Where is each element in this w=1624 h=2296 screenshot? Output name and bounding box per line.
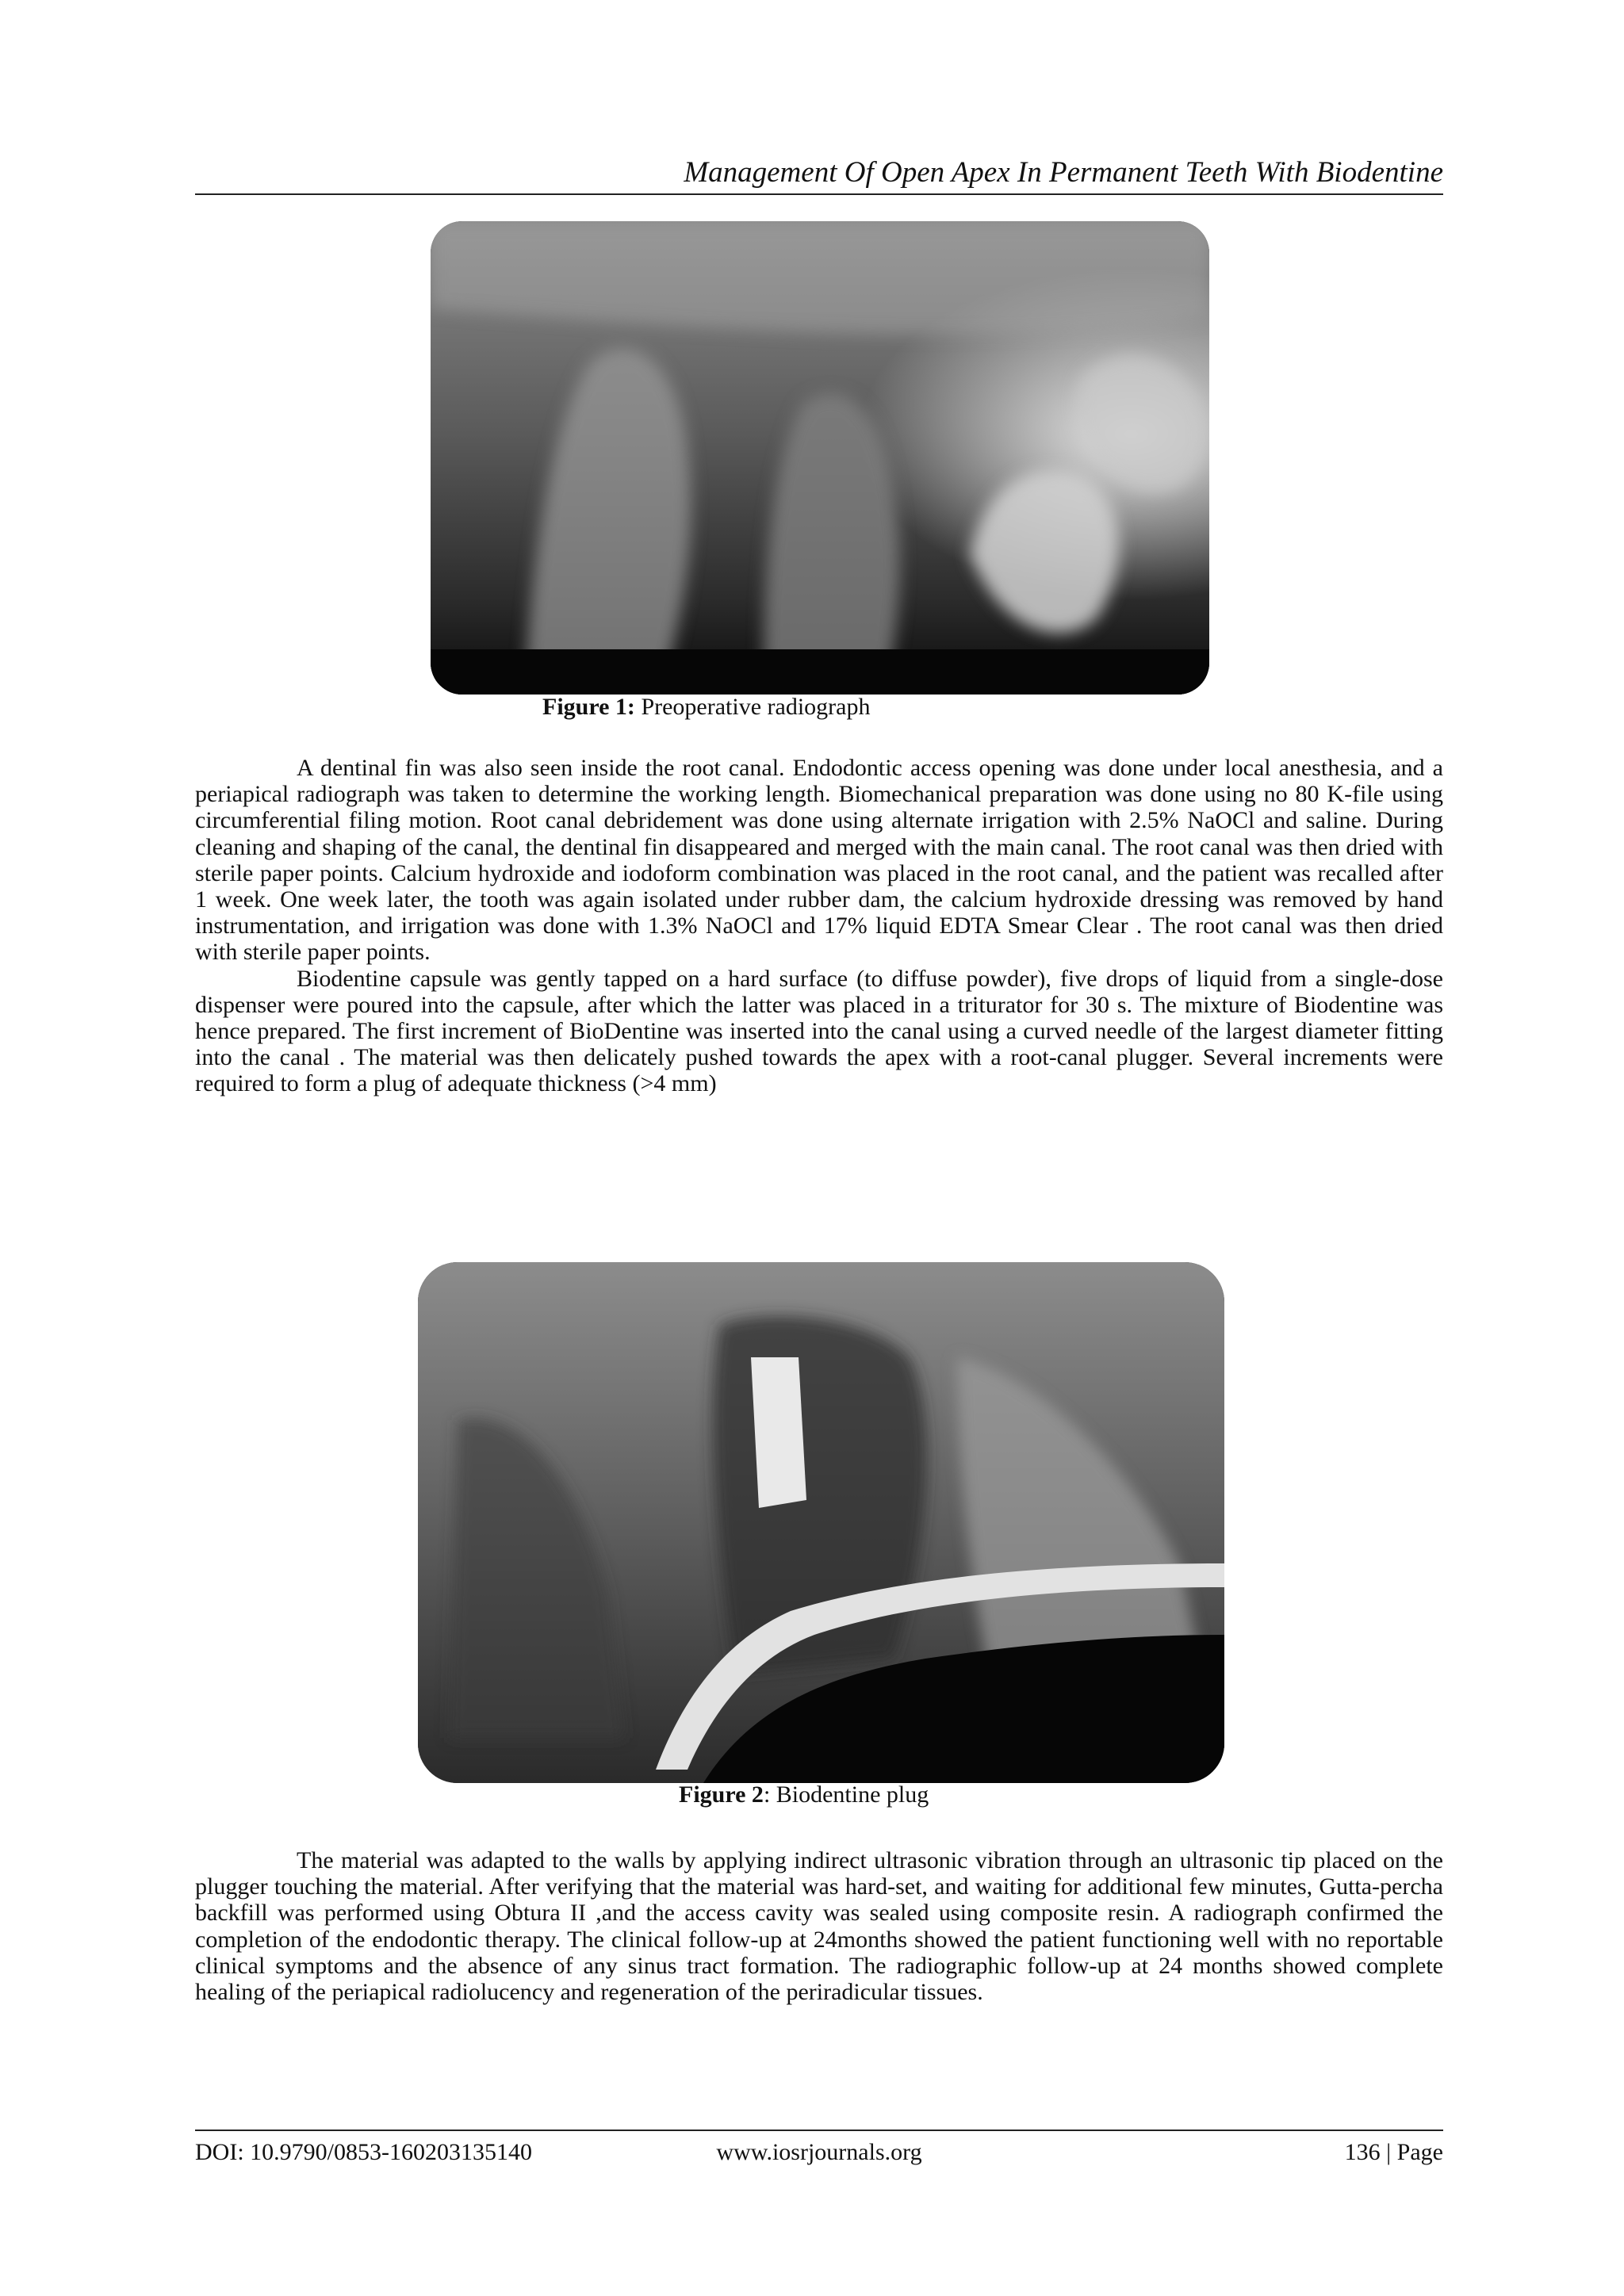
- figure-2-caption-text: : Biodentine plug: [763, 1781, 929, 1808]
- figure-1-caption-text: Preoperative radiograph: [641, 694, 871, 720]
- biodentine-plug-radiograph-image: [418, 1262, 1224, 1783]
- body-section-2: [195, 1847, 1443, 2005]
- footer-journal-link[interactable]: www.iosrjournals.org: [716, 2139, 922, 2165]
- running-header-title: Management Of Open Apex In Permanent Teeth With Biodentine: [684, 156, 1443, 189]
- footer-page-number: 136 | Page: [1344, 2139, 1443, 2165]
- figure-2-image: [418, 1262, 1224, 1783]
- paragraph-2: Biodentine capsule was gently tapped on a hard surface (to diffuse powder), five drops of liquid from a single-dose dispenser were poured into the capsule, after which the latter was placed in a triturator for 30 s. The mixture of Biodentine was hence prepared. The first increment of BioDentine was inserted into the canal using a curved needle of the largest diameter fitting into the canal . The material was then delicately pushed towards the apex with a root-canal plugger. Several increments were required to form a plug of adequate thickness (>4 mm): [195, 965, 1443, 1097]
- figure-1-caption: [542, 693, 870, 721]
- figure-1-image: [431, 221, 1209, 695]
- figure-2-caption: [679, 1781, 929, 1809]
- header-rule: [195, 193, 1443, 195]
- footer-doi: DOI: 10.9790/0853-160203135140: [195, 2139, 532, 2165]
- preoperative-radiograph-image: [431, 221, 1209, 695]
- footer-rule: [195, 2130, 1443, 2131]
- page-footer: [195, 2137, 1443, 2168]
- figure-1-label: Figure 1:: [542, 694, 635, 720]
- paragraph-3: The material was adapted to the walls by applying indirect ultrasonic vibration through an ultrasonic tip placed on the plugger touching the material. After verifying that the material was hard-set, and waiting for additional few minutes, Gutta-percha backfill was performed using Obtura II ,and the access cavity was sealed using composite resin. A radiograph confirmed the completion of the endodontic therapy. The clinical follow-up at 24months showed the patient functioning well with no reportable clinical symptoms and the absence of any sinus tract formation. The radiographic follow-up at 24 months showed complete healing of the periapical radiolucency and regeneration of the periradicular tissues.: [195, 1847, 1443, 2006]
- body-section-1: [195, 755, 1443, 1097]
- paragraph-1: A dentinal fin was also seen inside the root canal. Endodontic access opening was done under local anesthesia, and a periapical radiograph was taken to determine the working length. Biomechanical preparation was done using no 80 K-file using circumferential filing motion. Root canal debridement was done using alternate irrigation with 2.5% NaOCl and saline. During cleaning and shaping of the canal, the dentinal fin disappeared and merged with the main canal. The root canal was then dried with sterile paper points. Calcium hydroxide and iodoform combination was placed in the root canal, and the patient was recalled after 1 week. One week later, the tooth was again isolated under rubber dam, the calcium hydroxide dressing was removed by hand instrumentation, and irrigation was done with 1.3% NaOCl and 17% liquid EDTA Smear Clear . The root canal was then dried with sterile paper points.: [195, 755, 1443, 966]
- figure-2-label: Figure 2: [679, 1781, 764, 1808]
